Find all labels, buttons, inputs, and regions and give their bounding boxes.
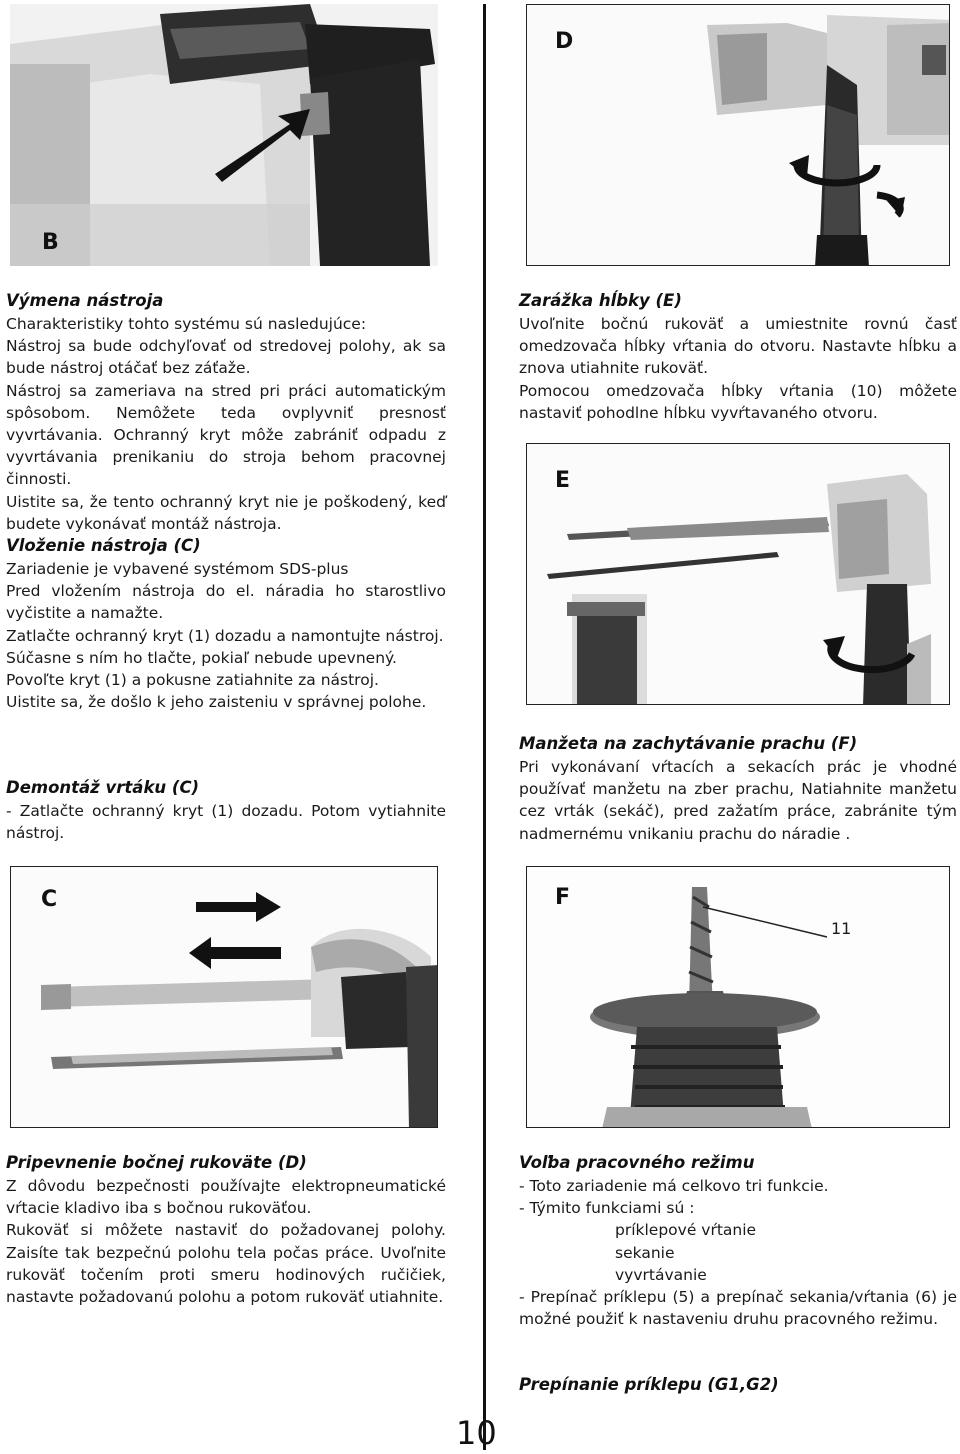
page-number: 10 [456,1414,497,1452]
figure-b-illustration [10,4,438,266]
figure-f-callout: 11 [831,919,852,938]
section-prepinanie-title: Prepínanie príklepu (G1,G2) [519,1375,779,1394]
section-vlozenie-line: Pred vložením nástroja do el. náradia ho starostlivo vyčistite a namažte. [6,582,446,623]
figure-c-illustration [11,867,438,1128]
section-pripevnenie-line: Z dôvodu bezpečnosti používajte elektropneumatické vŕtacie kladivo iba s bočnou rukoväťou. [6,1177,446,1218]
figure-d [526,4,950,266]
figure-e-label: E [555,468,571,493]
section-pripevnenie [6,1151,446,1308]
section-vymena-line: Nástroj sa zameriava na stred pri práci automatickým spôsobom. Nemôžete teda ovplyvniť presnosť vyvrtávania. Ochranný kryt môže zabrániť odpadu z vyvrtávania prenikaniu do stroja behom pracovnej činnosti. [6,381,446,489]
column-divider [483,4,486,1450]
section-manzeta-title: Manžeta na zachytávanie prachu (F) [519,734,858,753]
section-vymena-title: Výmena nástroja [6,291,164,310]
figure-c-label: C [41,887,58,912]
section-zarazka-title: Zarážka hĺbky (E) [519,291,682,310]
section-volba-mode: vyvrtávanie [615,1265,707,1284]
section-prepinanie [519,1373,957,1397]
section-vlozenie-line: Súčasne s ním ho tlačte, pokiaľ nebude upevnený. [6,648,397,667]
section-zarazka-line: Pomocou omedzovača hĺbky vŕtania (10) môžete nastaviť pohodlne hĺbku vyvŕtavaného otvoru. [519,381,957,422]
section-vymena-line: Uistite sa, že tento ochranný kryt nie je poškodený, keď budete vykonávať montáž nástroja. [6,492,446,533]
figure-f-illustration [527,867,950,1128]
section-demontaz-line: - Zatlačte ochranný kryt (1) dozadu. Potom vytiahnite nástroj. [6,802,446,843]
section-vymena-line: Nástroj sa bude odchyľovať od stredovej polohy, ak sa bude nástroj otáčať bez záťaže. [6,337,446,378]
section-demontaz-title: Demontáž vrtáku (C) [6,778,200,797]
section-volba-mode: príklepové vŕtanie [615,1221,757,1240]
section-pripevnenie-line: Rukoväť si môžete nastaviť do požadovanej polohy. Zaisíte tak bezpečnú polohu tela počas práce. Uvoľnite rukoväť točením proti smeru hodinových ručičiek, nastavte požadovanú polohu a potom rukoväť utiahnite. [6,1221,446,1307]
figure-f-label: F [555,885,571,910]
section-vlozenie-line: Zatlačte ochranný kryt (1) dozadu a namontujte nástroj. [6,626,444,645]
section-vlozenie-title: Vloženie nástroja (C) [6,536,201,555]
section-vymena-line: Charakteristiky tohto systému sú nasledujúce: [6,315,367,333]
section-vymena [6,289,446,535]
section-volba-mode: sekanie [615,1243,675,1262]
figure-d-label: D [555,29,574,54]
figure-f [526,866,950,1128]
section-manzeta [519,732,957,845]
section-volba [519,1151,957,1330]
section-vlozenie [6,534,446,713]
section-vlozenie-line: Uistite sa, že došlo k jeho zaisteniu v správnej polohe. [6,693,427,712]
section-volba-outro: - Prepínač príklepu (5) a prepínač sekania/vŕtania (6) je možné použiť k nastaveniu druhu pracovného režimu. [519,1288,957,1329]
section-volba-intro: - Týmito funkciami sú : [519,1199,695,1218]
section-zarazka-line: Uvoľnite bočnú rukoväť a umiestnite rovnú časť omedzovača hĺbky vŕtania do otvoru. Nastavte hĺbku a znova utiahnite rukoväť. [519,315,957,378]
section-manzeta-line: Pri vykonávaní vŕtacích a sekacích prác je vhodné používať manžetu na zber prachu, Natiahnite manžetu cez vrták (sekáč), pred zažatím práce, zabránite tým nadmernému vnikaniu prachu do náradie . [519,758,957,843]
figure-d-illustration [527,5,950,266]
section-vlozenie-line: Povoľte kryt (1) a pokusne zatiahnite za nástroj. [6,671,379,690]
section-volba-intro: - Toto zariadenie má celkovo tri funkcie. [519,1177,829,1195]
figure-c [10,866,438,1128]
figure-e-illustration [527,444,950,705]
figure-e [526,443,950,705]
figure-b [10,4,438,266]
section-volba-title: Voľba pracovného režimu [519,1153,755,1172]
figure-b-label: B [42,230,59,255]
section-pripevnenie-title: Pripevnenie bočnej rukoväte (D) [6,1153,307,1172]
section-zarazka [519,289,957,424]
section-vlozenie-line: Zariadenie je vybavené systémom SDS-plus [6,560,349,578]
section-demontaz [6,776,446,844]
